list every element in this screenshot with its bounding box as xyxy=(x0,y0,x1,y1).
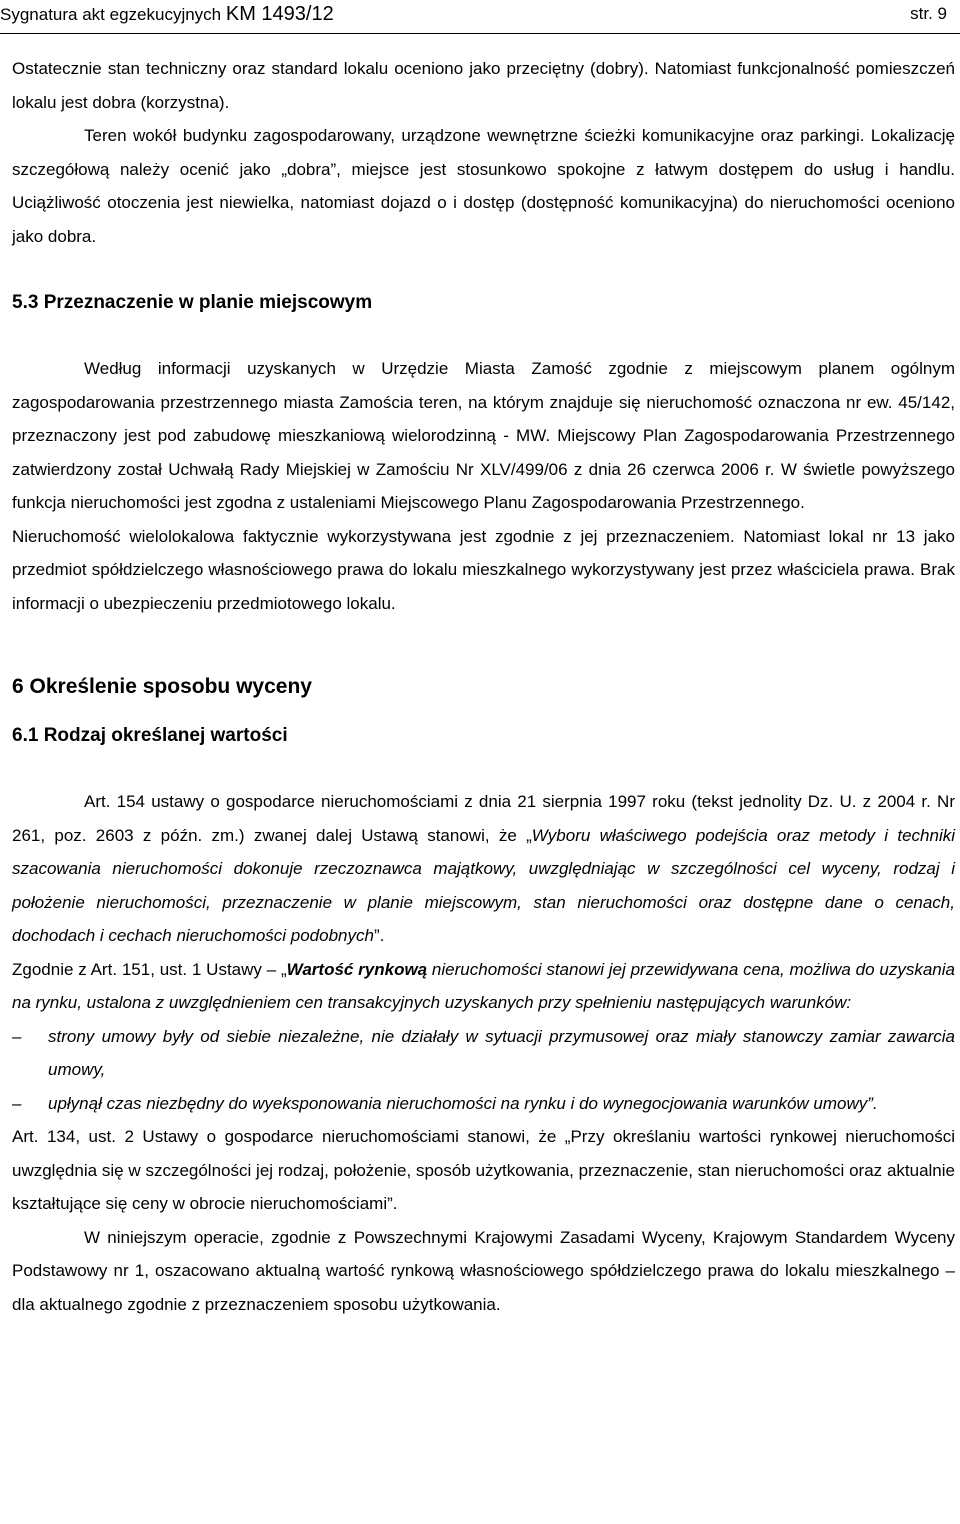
art-151-intro: Zgodnie z Art. 151, ust. 1 Ustawy – „ xyxy=(12,959,287,979)
art-151-definition: nieruchomości stanowi jej przewidywana cena, możliwa do uzyskania na rynku, ustalona z uwzględnieniem cen transakcyjnych uzyskanych przy spełnieniu następujących warunków: xyxy=(12,959,955,1012)
header-page-number: str. 9 xyxy=(910,4,947,23)
art-151-term: Wartość rynkową xyxy=(286,959,428,979)
condition-text: upłynął czas niezbędny do wyeksponowania nieruchomości na rynku i do wynegocjowania warunków umowy”. xyxy=(48,1093,878,1113)
page-header xyxy=(0,0,960,34)
art-154-end: ”. xyxy=(373,926,385,945)
paragraph-actual-use: Nieruchomość wielolokalowa faktycznie wykorzystywana jest zgodnie z jej przeznaczeniem. Natomiast lokal nr 13 jako przedmiot spółdzielczego własnościowego prawa do lokalu mieszkalnego wykorzystywany jest przez właściciela prawa. Brak informacji o ubezpieczeniu przedmiotowego lokalu. xyxy=(12,526,955,613)
paragraph-zoning-plan: Według informacji uzyskanych w Urzędzie Miasta Zamość zgodnie z miejscowym planem ogólnym zagospodarowania przestrzennego miasta Zamościa teren, na którym znajduje się nieruchomość oznaczona nr ew. 45/142, przeznaczony jest pod zabudowę mieszkaniową wielorodzinną - MW. Miejscowy Plan Zagospodarowania Przestrzennego zatwierdzony został Uchwałą Rady Miejskiej w Zamościu Nr XLV/499/06 z dnia 26 czerwca 2006 r. W świetle powyższego funkcja nieruchomości jest zgodna z ustaleniami Miejscowego Planu Zagospodarowania Przestrzennego. xyxy=(12,359,955,512)
section-6-heading: 6 Określenie sposobu wyceny xyxy=(12,675,312,698)
section-6-1-heading: 6.1 Rodzaj określanej wartości xyxy=(12,725,288,746)
paragraph-art-151 xyxy=(12,953,955,1020)
section-5-3-heading: 5.3 Przeznaczenie w planie miejscowym xyxy=(12,292,373,313)
paragraph-art-134: Art. 134, ust. 2 Ustawy o gospodarce nieruchomościami stanowi, że „Przy określaniu wartości rynkowej nieruchomości uwzględnia się w szczególności jej rodzaj, położenie, sposób użytkowania, przeznaczenie, stan nieruchomości oraz aktualnie kształtujące się ceny w obrocie nieruchomościami”. xyxy=(12,1127,955,1213)
dash-bullet: – xyxy=(12,1093,22,1113)
paragraph-conclusion: W niniejszym operacie, zgodnie z Powszechnymi Krajowymi Zasadami Wyceny, Krajowym Standardem Wyceny Podstawowy nr 1, oszacowano aktualną wartość rynkową własnościowego spółdzielczego prawa do lokalu mieszkalnego – dla aktualnego zgodnie z przeznaczeniem sposobu użytkowania. xyxy=(12,1227,955,1314)
paragraph-condition-summary: Ostatecznie stan techniczny oraz standard lokalu oceniono jako przeciętny (dobry). Natomiast funkcjonalność pomieszczeń lokalu jest dobra (korzystna). xyxy=(12,59,955,112)
condition-text: strony umowy były od siebie niezależne, nie działały w sytuacji przymusowej oraz miały stanowczy zamiar zawarcia umowy, xyxy=(48,1026,955,1079)
art-154-text: Art. 154 ustawy o gospodarce nieruchomościami z dnia 21 sierpnia 1997 roku (tekst jednolity Dz. U. z 2004 r. Nr 261, poz. 2603 z późn. zm.) zwanej dalej Ustawą stanowi, że „ xyxy=(12,792,955,845)
condition-item xyxy=(12,1020,955,1087)
header-case-number: KM 1493/12 xyxy=(225,3,334,25)
paragraph-art-154 xyxy=(12,785,955,953)
dash-bullet: – xyxy=(12,1026,22,1046)
document-body xyxy=(12,52,955,1321)
header-case-reference xyxy=(0,3,334,26)
condition-item xyxy=(12,1087,955,1121)
paragraph-surroundings: Teren wokół budynku zagospodarowany, urządzone wewnętrzne ścieżki komunikacyjne oraz parkingi. Lokalizację szczegółową należy ocenić jako „dobra”, miejsce jest stosunkowo spokojne z łatwym dostępem do usług i handlu. Uciążliwość otoczenia jest niewielka, natomiast dojazd o i dostęp (dostępność komunikacyjna) do nieruchomości oceniono jako dobra. xyxy=(12,126,955,246)
art-154-quote: Wyboru właściwego podejścia oraz metody i techniki szacowania nieruchomości dokonuje rzeczoznawca majątkowy, uwzględniając w szczególności cel wyceny, rodzaj i położenie nieruchomości, przeznaczenie w planie miejscowym, stan nieruchomości oraz dostępne dane o cenach, dochodach i cechach nieruchomości podobnych xyxy=(12,825,956,945)
header-title-prefix: Sygnatura akt egzekucyjnych xyxy=(0,5,226,24)
